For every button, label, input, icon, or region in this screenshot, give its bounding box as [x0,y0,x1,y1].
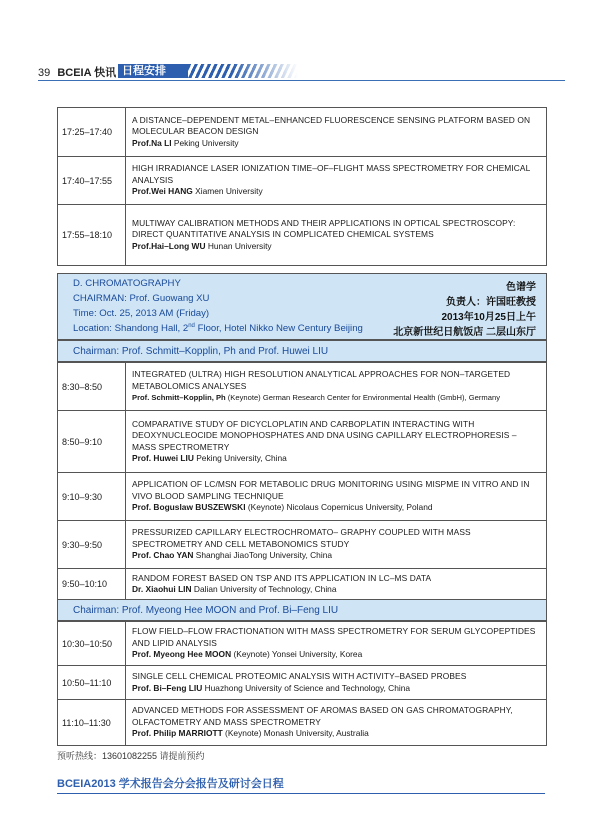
talk-cell [126,569,547,600]
talk-time: 9:10–9:30 [58,473,126,521]
location-suffix: Floor, Hotel Nikko New Century Beijing [194,323,363,335]
table-row [58,205,547,266]
talk-title: MULTIWAY CALIBRATION METHODS AND THEIR APPLICATIONS IN OPTICAL SPECTROSCOPY: DIRECT QUANTITATIVE ANALYSIS IN COMPLICATED CHEMICAL SYSTEMS [132,217,516,240]
talk-title: SINGLE CELL CHEMICAL PROTEOMIC ANALYSIS WITH ACTIVITY–BASED PROBES [132,671,467,681]
speaker-affiliation: Hunan University [205,240,272,251]
speaker-affiliation: (Keynote) Yonsei University, Korea [231,649,363,660]
session-time: Time: Oct. 25, 2013 AM (Friday) [73,308,210,319]
talk-speaker [132,241,542,253]
talk-time: 10:30–10:50 [58,622,126,666]
speaker-name: Prof. Chao YAN [132,550,194,561]
speaker-affiliation: Shanghai JiaoTong University, China [193,550,333,561]
speaker-affiliation: (Keynote) Monash University, Australia [222,728,369,739]
footer-divider [57,793,545,794]
talk-title: PRESSURIZED CAPILLARY ELECTROCHROMATO– GRAPHY COUPLED WITH MASS SPECTROMETRY AND CELL METABONOMICS STUDY [132,527,471,549]
speaker-affiliation: (Keynote) German Research Center for Environmental Health (GmbH), Germany [225,393,500,403]
session-chairman: CHAIRMAN: Prof. Guowang XU [73,293,210,304]
talk-cell [126,411,547,473]
speaker-name: Prof. Schmitt–Kopplin, Ph [132,393,226,403]
speaker-affiliation: Dalian University of Technology, China [191,584,337,594]
table-row [58,700,547,746]
talk-cell [126,700,547,746]
brand-title: BCEIA 快讯 [57,67,117,79]
talk-time: 17:40–17:55 [58,157,126,205]
session-location [73,323,363,334]
table-row [58,622,547,666]
speaker-name: Prof. Myeong Hee MOON [132,649,232,660]
top-schedule-table [57,107,547,266]
talk-time: 17:25–17:40 [58,108,126,157]
talk-cell [126,157,547,205]
talk-speaker [132,728,542,740]
talk-title: A DISTANCE–DEPENDENT METAL–ENHANCED FLUORESCENCE SENSING PLATFORM BASED ON MOLECULAR BEACON DESIGN [132,114,531,137]
page-header [38,64,116,80]
speaker-name: Dr. Xiaohui LIN [132,584,192,594]
table-row [58,473,547,521]
talk-speaker [132,584,542,596]
talk-time: 17:55–18:10 [58,205,126,266]
talk-cell [126,521,547,569]
talk-time: 9:50–10:10 [58,569,126,600]
talk-cell [126,473,547,521]
table-row [58,411,547,473]
talk-title: APPLICATION OF LC/MSN FOR METABOLIC DRUG MONITORING USING MISPME IN VITRO AND IN VIVO BLOOD SAMPLING TECHNIQUE [132,479,530,501]
talk-time: 8:30–8:50 [58,363,126,411]
block2-table [57,621,547,746]
session-name: D. CHROMATOGRAPHY [73,278,181,289]
talk-cell [126,363,547,411]
speaker-affiliation: Xiamen University [192,186,263,197]
talk-speaker [132,502,542,514]
talk-time: 11:10–11:30 [58,700,126,746]
chairmen-bar: Chairman: Prof. Myeong Hee MOON and Prof. Bi–Feng LIU [57,599,547,621]
location-sup: nd [188,323,195,329]
speaker-name: Prof. Philip MARRIOTT [132,728,223,739]
location-prefix: Location: Shandong Hall, 2 [73,323,189,335]
speaker-affiliation: Peking University, China [193,453,287,463]
table-row [58,363,547,411]
header-stripes [188,64,298,78]
talk-title: FLOW FIELD–FLOW FRACTIONATION WITH MASS SPECTROMETRY FOR SERUM GLYCOPEPTIDES AND LIPID ANALYSIS [132,626,536,648]
talk-time: 9:30–9:50 [58,521,126,569]
speaker-name: Prof.Na LI [132,137,172,148]
speaker-name: Prof. Boguslaw BUSZEWSKI [132,502,246,513]
session-cn-chair: 负责人：许国旺教授 [446,297,536,308]
header-divider [38,80,565,81]
session-cn-name: 色谱学 [506,282,536,293]
talk-title: ADVANCED METHODS FOR ASSESSMENT OF AROMAS BASED ON GAS CHROMATOGRAPHY, OLFACTOMETRY AND MASS SPECTROMETRY [132,705,513,727]
chairmen-bar: Chairman: Prof. Schmitt–Kopplin, Ph and Prof. Huwei LIU [57,340,547,362]
speaker-name: Prof. Huwei LIU [132,453,194,463]
speaker-name: Prof. Bi–Feng LIU [132,682,203,693]
talk-speaker [132,683,542,695]
speaker-affiliation: Peking University [171,137,239,148]
footer-title: BCEIA2013 学术报告会分会报告及研讨会日程 [57,778,284,790]
talk-speaker [132,186,542,198]
talk-speaker [132,649,542,661]
talk-speaker [132,138,542,150]
booking-note: 预听热线：13601082255 请提前预约 [57,751,205,761]
speaker-name: Prof.Hai–Long WU [132,240,206,251]
talk-cell [126,205,547,266]
speaker-name: Prof.Wei HANG [132,186,193,197]
table-row [58,666,547,700]
session-header [57,273,547,340]
speaker-affiliation: Huazhong University of Science and Technology, China [202,682,411,693]
speaker-affiliation: (Keynote) Nicolaus Copernicus University, Poland [245,502,433,513]
table-row [58,569,547,600]
table-row [58,108,547,157]
talk-time: 10:50–11:10 [58,666,126,700]
block1-table [57,362,547,600]
talk-cell [126,622,547,666]
talk-speaker [132,453,542,465]
session-cn-date: 2013年10月25日上午 [441,312,536,323]
talk-title: COMPARATIVE STUDY OF DICYCLOPLATIN AND CARBOPLATIN INTERACTING WITH DEOXYNUCLEOCIDE MONOPHOSPHATES AND DNA USING CAPILLARY ELECTROPHORESIS – MASS SPECTROMETRY [132,418,517,452]
talk-time: 8:50–9:10 [58,411,126,473]
talk-cell [126,108,547,157]
table-row [58,157,547,205]
page-number: 39 [38,67,51,79]
talk-title: RANDOM FOREST BASED ON TSP AND ITS APPLICATION IN LC–MS DATA [132,572,432,583]
session-cn-location: 北京新世纪日航饭店 二层山东厅 [393,327,536,338]
talk-speaker [132,550,542,562]
talk-title: INTEGRATED (ULTRA) HIGH RESOLUTION ANALYTICAL APPROACHES FOR NON–TARGETED METABOLOMICS ANALYSES [132,369,511,391]
talk-cell [126,666,547,700]
talk-title: HIGH IRRADIANCE LASER IONIZATION TIME–OF–FLIGHT MASS SPECTROMETRY FOR CHEMICAL ANALYSIS [132,163,531,185]
talk-speaker [132,392,542,404]
table-row [58,521,547,569]
section-tab: 日程安排 [118,64,188,78]
